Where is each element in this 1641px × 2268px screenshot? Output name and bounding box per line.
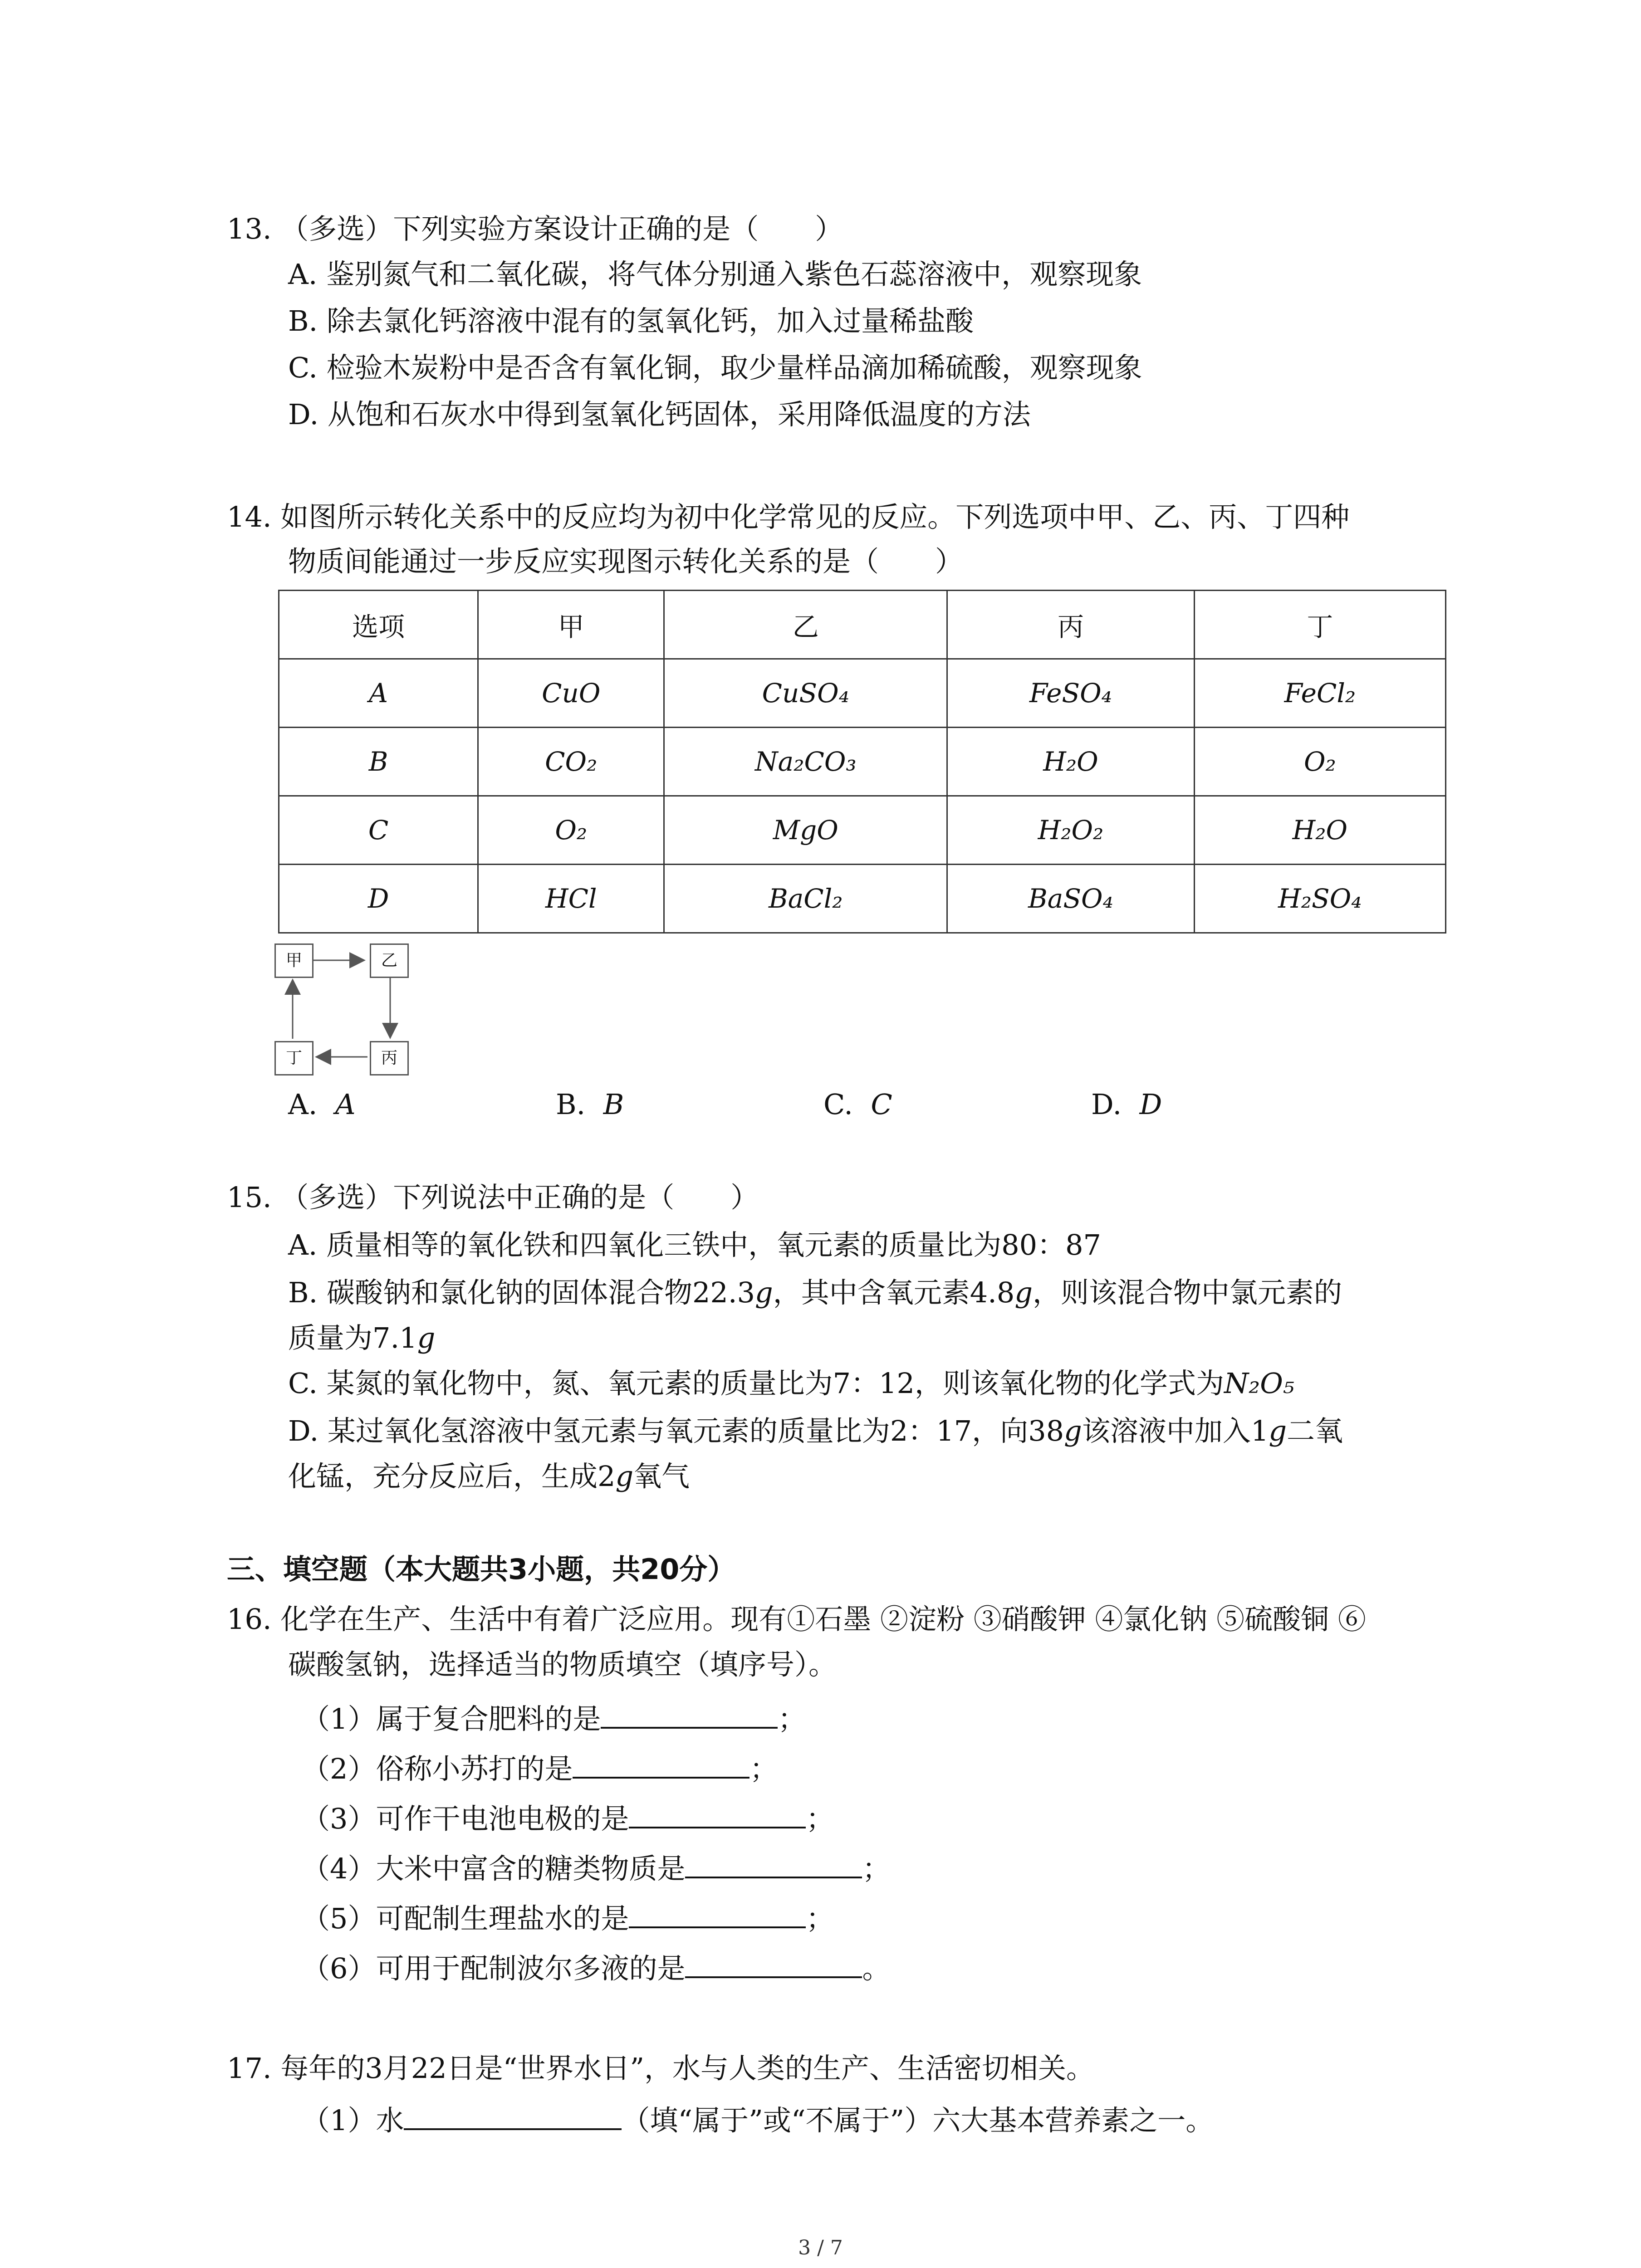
q15-stem: 15. （多选）下列说法中正确的是（ ） [227,1181,759,1214]
q15-option-b-line2: 质量为7.1g [288,1321,436,1354]
q14-choice-b: B. B [556,1088,624,1121]
answer-blank[interactable] [629,1799,806,1828]
q16-item-3: （3）可作干电池电极的是 ； [302,1799,834,1837]
table-cell: MgO [664,796,947,865]
answer-blank[interactable] [601,1699,778,1729]
table-cell: HCl [478,865,664,933]
table-row [279,728,1446,796]
diagram-node-jia: 甲 [274,943,314,978]
table-cell: O₂ [478,796,664,865]
q16-stem-line2: 碳酸氢钠，选择适当的物质填空（填序号）。 [288,1648,837,1681]
table-header-row [279,591,1446,659]
q15-option-c: C. 某氮的氧化物中，氮、氧元素的质量比为7：12，则该氧化物的化学式为N₂O₅ [288,1367,1294,1400]
q16-item-2: （2）俗称小苏打的是 ； [302,1749,778,1787]
q14-choice-a: A. A [288,1088,356,1121]
q13-stem: 13. （多选）下列实验方案设计正确的是（ ） [227,212,843,245]
q13-option-a: A. 鉴别氮气和二氧化碳，将气体分别通入紫色石蕊溶液中，观察现象 [288,258,1142,291]
answer-blank[interactable] [404,2100,622,2130]
table-cell: BaSO₄ [947,865,1194,933]
q16-item-1: （1）属于复合肥料的是 ； [302,1699,806,1737]
table-cell: BaCl₂ [664,865,947,933]
answer-blank[interactable] [629,1898,806,1928]
q16-stem-line1: 16. 化学在生产、生活中有着广泛应用。现有①石墨 ②淀粉 ③硝酸钾 ④氯化钠 ⑤硫酸铜 ⑥ [227,1603,1366,1636]
diagram-node-yi: 乙 [370,943,409,978]
section-heading: 三、填空题（本大题共3小题，共20分） [227,1553,736,1586]
table-cell: FeCl₂ [1194,659,1445,728]
q13-option-c: C. 检验木炭粉中是否含有氧化铜，取少量样品滴加稀硫酸，观察现象 [288,351,1142,384]
q15-option-a: A. 质量相等的氧化铁和四氧化三铁中，氧元素的质量比为80：87 [288,1228,1101,1261]
q15-option-d-line2: 化锰，充分反应后，生成2g氧气 [288,1460,690,1493]
table-row [279,659,1446,728]
table-header-cell: 丁 [1194,591,1445,659]
table-cell: Na₂CO₃ [664,728,947,796]
table-header-cell: 乙 [664,591,947,659]
q14-stem-line1: 14. 如图所示转化关系中的反应均为初中化学常见的反应。下列选项中甲、乙、丙、丁四种 [227,500,1350,533]
q17-item-1: （1）水 （填“属于”或“不属于”）六大基本营养素之一。 [302,2100,1214,2139]
table-cell: H₂SO₄ [1194,865,1445,933]
table-cell: D [279,865,478,933]
table-cell: B [279,728,478,796]
page-number: 3 / 7 [798,2236,843,2259]
diagram-node-ding: 丁 [274,1041,314,1075]
q15-option-d-line1: D. 某过氧化氢溶液中氢元素与氧元素的质量比为2：17，向38g该溶液中加入1g二氧 [288,1414,1343,1447]
table-cell: H₂O₂ [947,796,1194,865]
table-header-cell: 选项 [279,591,478,659]
q13-option-d: D. 从饱和石灰水中得到氢氧化钙固体，采用降低温度的方法 [288,398,1031,431]
table-cell: H₂O [1194,796,1445,865]
q14-choice-c: C. C [823,1088,892,1121]
table-cell: FeSO₄ [947,659,1194,728]
answer-blank[interactable] [685,1848,862,1878]
q17-stem: 17. 每年的3月22日是“世界水日”，水与人类的生产、生活密切相关。 [227,2052,1095,2085]
q16-item-5: （5）可配制生理盐水的是 ； [302,1898,834,1937]
answer-blank[interactable] [685,1948,862,1978]
table-row [279,796,1446,865]
answer-blank[interactable] [573,1749,749,1779]
table-cell: CO₂ [478,728,664,796]
conversion-diagram [272,941,417,1086]
table-row [279,865,1446,933]
diagram-node-bing: 丙 [370,1041,409,1075]
table-header-cell: 丙 [947,591,1194,659]
q16-item-6: （6）可用于配制波尔多液的是 。 [302,1948,890,1987]
table-cell: CuO [478,659,664,728]
q14-table [278,590,1446,934]
table-cell: A [279,659,478,728]
table-cell: O₂ [1194,728,1445,796]
q13-option-b: B. 除去氯化钙溶液中混有的氢氧化钙，加入过量稀盐酸 [288,304,974,337]
table-cell: H₂O [947,728,1194,796]
q14-stem-line2: 物质间能通过一步反应实现图示转化关系的是（ ） [288,545,964,578]
table-cell: CuSO₄ [664,659,947,728]
q14-choice-d: D. D [1091,1088,1162,1121]
q15-option-b-line1: B. 碳酸钠和氯化钠的固体混合物22.3g，其中含氧元素4.8g，则该混合物中氯元素的 [288,1276,1342,1309]
table-header-cell: 甲 [478,591,664,659]
table-cell: C [279,796,478,865]
q16-item-4: （4）大米中富含的糖类物质是 ； [302,1848,890,1887]
